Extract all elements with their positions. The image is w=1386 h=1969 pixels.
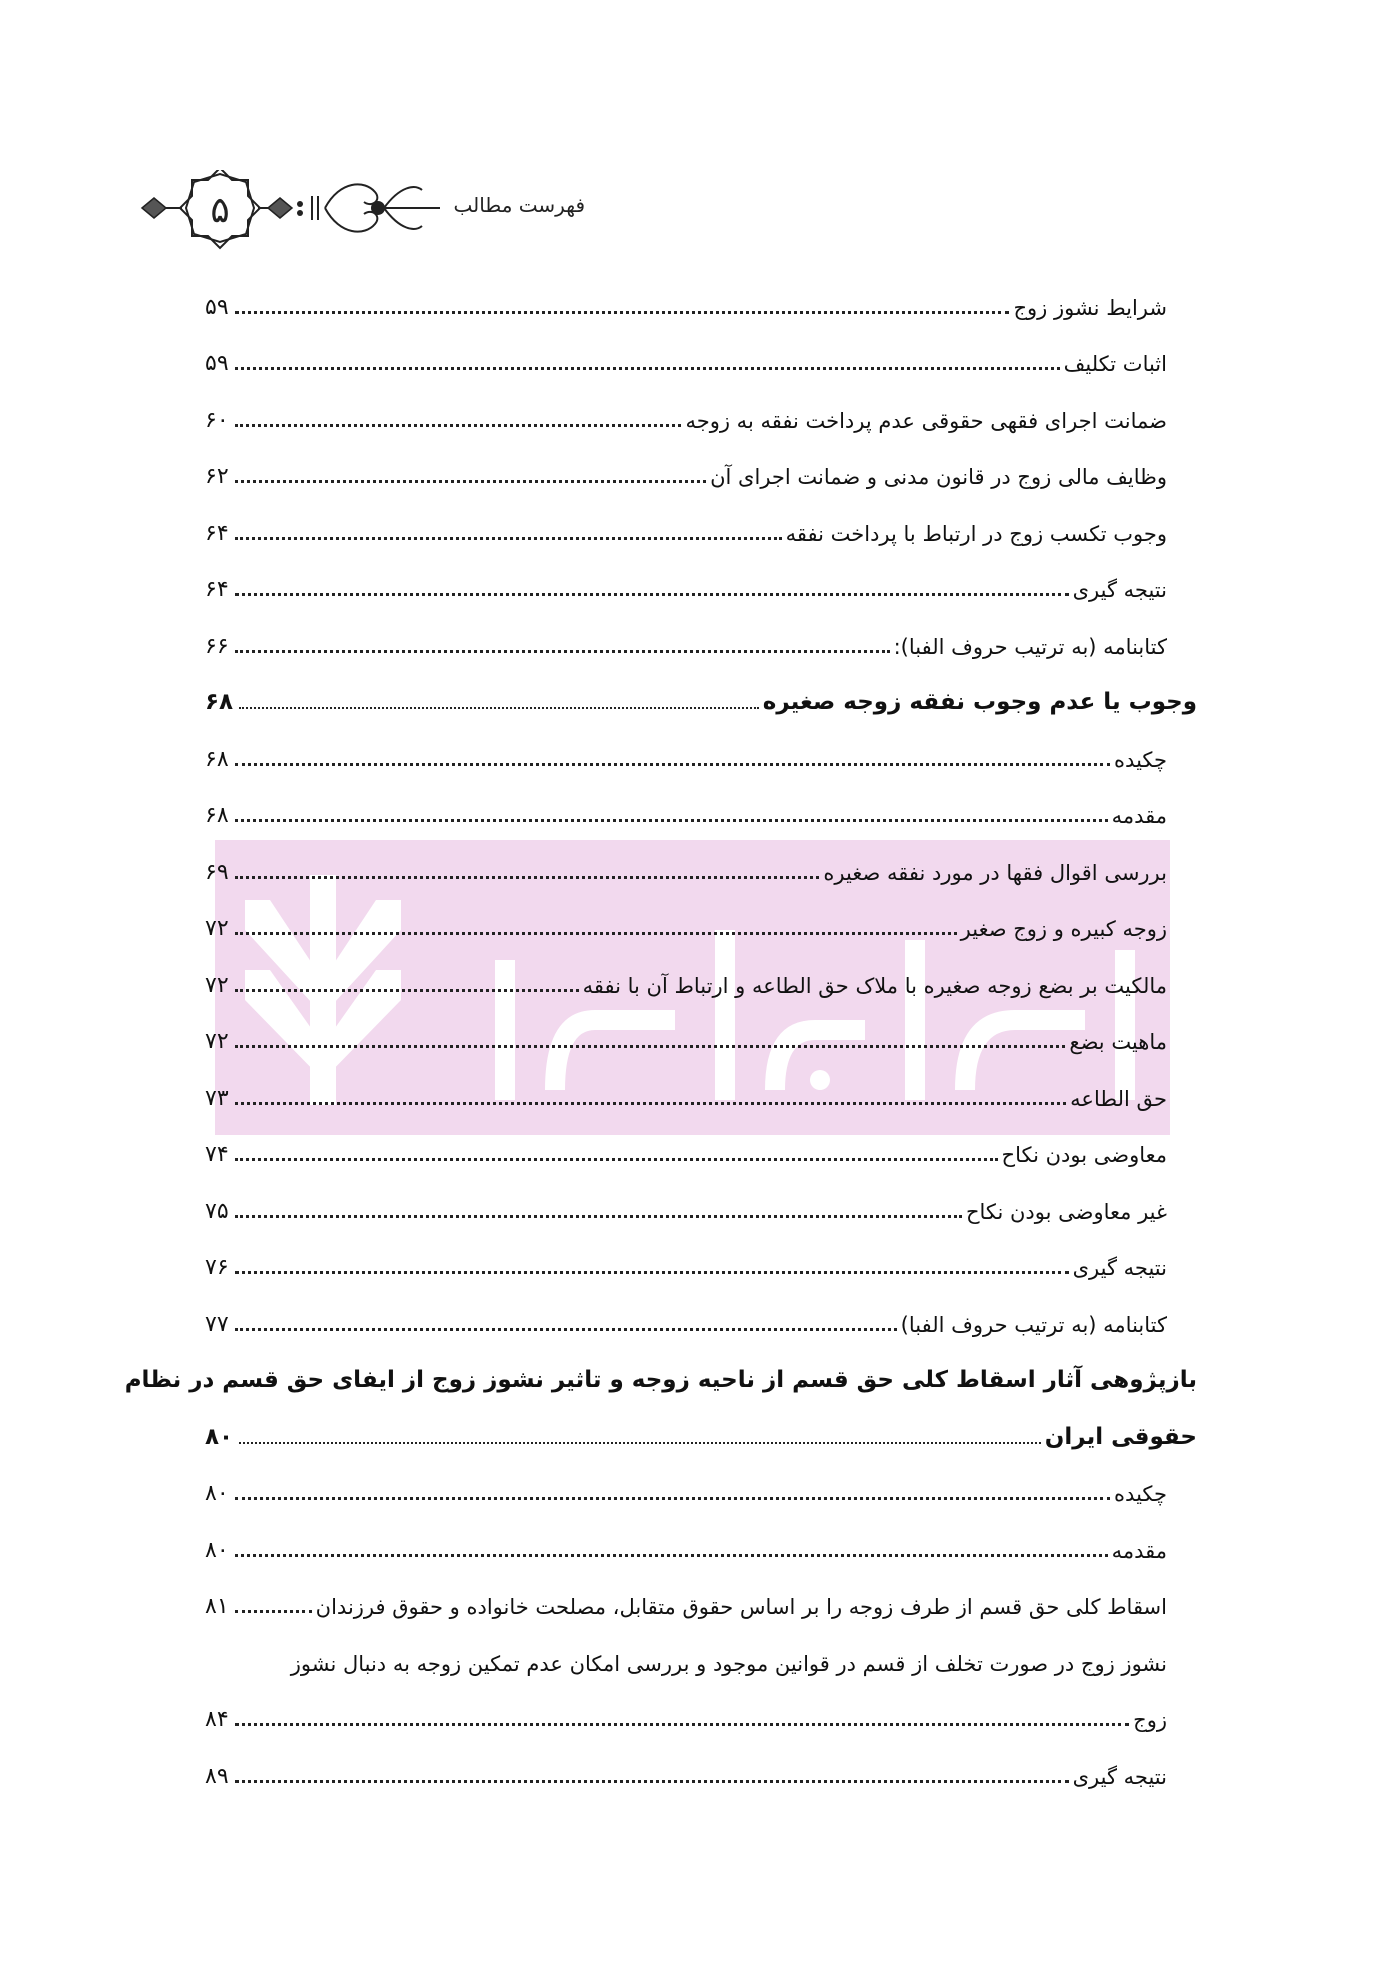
toc-entry	[205, 1570, 1197, 1627]
toc-page-number: ۶۴	[205, 520, 229, 546]
toc-title: حقوقی ایران	[1044, 1423, 1197, 1450]
toc-title: نتیجه گیری	[1072, 1764, 1167, 1789]
toc-leader-dots	[235, 876, 820, 879]
toc-entry	[205, 327, 1197, 384]
toc-title: مالکیت بر بضع زوجه صغیره با ملاک حق الطاعه و ارتباط آن با نفقه	[582, 973, 1167, 998]
toc-page-number: ۶۸	[205, 746, 229, 772]
toc-title: وجوب یا عدم وجوب نفقه زوجه صغیره	[762, 689, 1197, 715]
table-of-contents	[124, 270, 1197, 1796]
toc-page-number: ۸۹	[205, 1763, 229, 1789]
toc-leader-dots	[235, 1723, 1130, 1726]
toc-leader-dots	[235, 1102, 1067, 1105]
toc-entry	[205, 779, 1197, 836]
toc-title: چکیده	[1114, 1482, 1167, 1506]
toc-page-number: ۷۲	[205, 972, 229, 998]
toc-title-line	[124, 1344, 1197, 1401]
toc-leader-dots	[235, 424, 682, 427]
toc-title: وظایف مالی زوج در قانون مدنی و ضمانت اجرای آن	[710, 465, 1167, 489]
toc-page-number: ۸۰	[205, 1423, 234, 1450]
toc-leader-dots	[235, 1215, 962, 1218]
toc-title: غیر معاوضی بودن نکاح	[965, 1199, 1167, 1224]
toc-page-number: ۸۰	[205, 1481, 229, 1506]
toc-title: بازپژوهی آثار اسقاط کلی حق قسم از ناحیه زوجه و تاثیر نشوز زوج از ایفای حق قسم در نظام	[124, 1367, 1197, 1393]
toc-entry	[205, 270, 1197, 327]
toc-title: اسقاط کلی حق قسم از طرف زوجه را بر اساس حقوق متقابل، مصلحت خانواده و حقوق فرزندان	[315, 1595, 1167, 1619]
toc-leader-dots	[235, 537, 782, 540]
toc-title: زوجه کبیره و زوج صغیر	[960, 917, 1167, 941]
toc-entry	[205, 948, 1197, 1005]
toc-entry	[205, 1174, 1197, 1231]
toc-title: کتابنامه (به ترتیب حروف الفبا)	[900, 1312, 1167, 1337]
toc-entry	[205, 1400, 1197, 1457]
toc-title: نتیجه گیری	[1072, 1256, 1167, 1280]
toc-leader-dots	[235, 480, 706, 483]
toc-entry	[205, 1513, 1197, 1570]
toc-title: شرایط نشوز زوج	[1013, 295, 1167, 320]
toc-page-number: ۷۵	[205, 1198, 229, 1224]
toc-title: مقدمه	[1111, 804, 1167, 828]
toc-leader-dots	[235, 1780, 1069, 1783]
toc-page-number: ۵۹	[205, 351, 229, 376]
toc-page-number: ۸۴	[205, 1707, 229, 1732]
toc-page-number: ۶۸	[205, 803, 229, 828]
toc-title: زوج	[1133, 1708, 1167, 1732]
toc-entry	[205, 1457, 1197, 1514]
toc-entry	[205, 1118, 1197, 1175]
page-number: ۵	[210, 190, 230, 231]
toc-entry	[205, 1231, 1197, 1288]
toc-leader-dots	[235, 1610, 312, 1613]
toc-entry	[205, 553, 1197, 610]
toc-entry	[205, 440, 1197, 497]
toc-entry	[205, 666, 1197, 723]
toc-title: مقدمه	[1111, 1538, 1167, 1563]
toc-page-number: ۸۱	[205, 1594, 229, 1619]
toc-page-number: ۷۳	[205, 1085, 229, 1111]
toc-leader-dots	[235, 1045, 1066, 1048]
toc-entry	[205, 1005, 1197, 1062]
toc-page-number: ۶۶	[205, 633, 229, 659]
toc-page-number: ۷۶	[205, 1255, 229, 1280]
toc-page-number: ۷۴	[205, 1142, 229, 1167]
toc-entry	[205, 1683, 1197, 1740]
toc-leader-dots	[235, 593, 1069, 596]
toc-title: وجوب تکسب زوج در ارتباط با پرداخت نفقه	[785, 521, 1167, 546]
toc-leader-dots	[235, 650, 890, 653]
toc-title: حق الطاعه	[1070, 1086, 1167, 1111]
toc-title: معاوضی بودن نکاح	[1001, 1143, 1167, 1167]
toc-title: اثبات تکلیف	[1063, 352, 1167, 376]
toc-entry	[205, 1287, 1197, 1344]
toc-entry	[205, 892, 1197, 949]
toc-leader-dots	[235, 1328, 897, 1331]
toc-leader-dots	[235, 763, 1110, 766]
toc-page-number: ۶۴	[205, 577, 229, 602]
toc-title: نتیجه گیری	[1072, 578, 1167, 602]
toc-title: چکیده	[1114, 747, 1167, 772]
toc-title: ضمانت اجرای فقهی حقوقی عدم پرداخت نفقه به زوجه	[685, 408, 1167, 433]
toc-entry	[205, 609, 1197, 666]
running-title: فهرست مطالب	[453, 193, 585, 217]
toc-leader-dots	[235, 932, 957, 935]
toc-leader-dots	[239, 707, 759, 709]
toc-title: نشوز زوج در صورت تخلف از قسم در قوانین موجود و بررسی امکان عدم تمکین زوجه به دنبال نشوز	[290, 1651, 1167, 1676]
toc-page-number: ۸۰	[205, 1537, 229, 1563]
toc-page-number: ۶۹	[205, 859, 229, 885]
toc-leader-dots	[235, 367, 1060, 370]
toc-page-number: ۷۲	[205, 1029, 229, 1054]
toc-leader-dots	[235, 1158, 998, 1161]
toc-entry	[205, 1739, 1197, 1796]
toc-entry	[205, 722, 1197, 779]
toc-page-number: ۶۲	[205, 464, 229, 489]
toc-title: بررسی اقوال فقها در مورد نفقه صغیره	[823, 860, 1167, 885]
toc-page-number: ۶۰	[205, 407, 229, 433]
toc-title: ماهیت بضع	[1069, 1030, 1167, 1054]
toc-entry	[205, 383, 1197, 440]
toc-leader-dots	[235, 1271, 1069, 1274]
toc-leader-dots	[235, 819, 1108, 822]
toc-leader-dots	[235, 989, 579, 992]
toc-page-number: ۷۷	[205, 1311, 229, 1337]
toc-title-line	[205, 1626, 1197, 1683]
toc-page-number: ۵۹	[205, 294, 229, 320]
toc-leader-dots	[239, 1442, 1041, 1444]
toc-entry	[205, 496, 1197, 553]
toc-entry	[205, 835, 1197, 892]
toc-page-number: ۶۸	[205, 689, 234, 715]
toc-title: کتابنامه (به ترتیب حروف الفبا):	[893, 634, 1167, 659]
toc-leader-dots	[235, 1554, 1108, 1557]
toc-leader-dots	[235, 1497, 1110, 1500]
toc-entry	[205, 1061, 1197, 1118]
toc-leader-dots	[235, 311, 1010, 314]
toc-page-number: ۷۲	[205, 916, 229, 941]
